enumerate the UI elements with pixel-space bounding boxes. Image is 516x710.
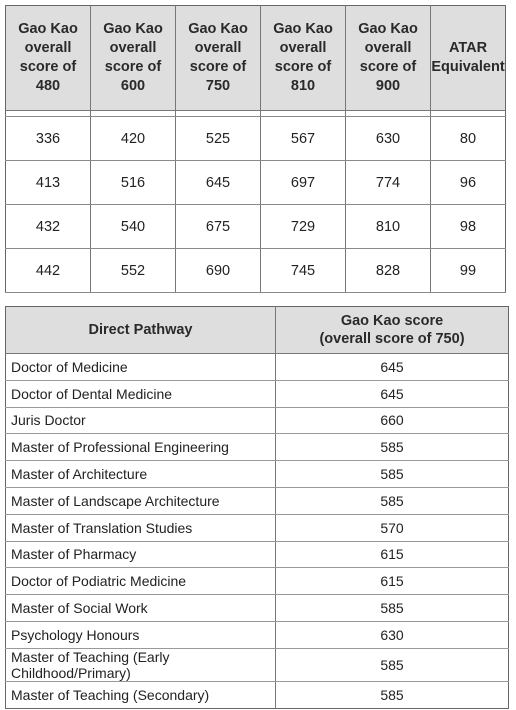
program-name: Master of Teaching (Secondary) bbox=[6, 681, 276, 708]
table-cell: 80 bbox=[431, 117, 506, 161]
program-name: Master of Architecture bbox=[6, 461, 276, 488]
direct-pathway-table bbox=[5, 306, 509, 709]
program-score: 615 bbox=[276, 541, 509, 568]
table-cell: 516 bbox=[91, 161, 176, 205]
program-score: 615 bbox=[276, 568, 509, 595]
table-row bbox=[6, 595, 509, 622]
table-cell: 96 bbox=[431, 161, 506, 205]
program-name: Master of Teaching (Early Childhood/Primary) bbox=[6, 648, 276, 681]
table-cell: 645 bbox=[176, 161, 261, 205]
table-row bbox=[6, 434, 509, 461]
table-row bbox=[6, 354, 509, 381]
program-name: Doctor of Dental Medicine bbox=[6, 380, 276, 407]
program-name: Juris Doctor bbox=[6, 407, 276, 434]
score-table-header-row bbox=[6, 6, 506, 111]
table-cell: 99 bbox=[431, 249, 506, 293]
program-score: 660 bbox=[276, 407, 509, 434]
table-row bbox=[6, 514, 509, 541]
program-score: 585 bbox=[276, 434, 509, 461]
table-row bbox=[6, 161, 506, 205]
header-score-600: Gao Kao overall score of 600 bbox=[91, 6, 176, 111]
pathway-table-header-row bbox=[6, 307, 509, 354]
program-score: 630 bbox=[276, 621, 509, 648]
table-cell: 828 bbox=[346, 249, 431, 293]
program-score: 645 bbox=[276, 354, 509, 381]
program-score: 585 bbox=[276, 648, 509, 681]
score-equivalence-table bbox=[5, 5, 506, 293]
table-cell: 675 bbox=[176, 205, 261, 249]
program-name: Master of Social Work bbox=[6, 595, 276, 622]
header-score-750: Gao Kao overall score of 750 bbox=[176, 6, 261, 111]
program-score: 585 bbox=[276, 595, 509, 622]
table-row bbox=[6, 681, 509, 708]
table-cell: 729 bbox=[261, 205, 346, 249]
table-row bbox=[6, 541, 509, 568]
table-row bbox=[6, 380, 509, 407]
table-cell: 336 bbox=[6, 117, 91, 161]
table-cell: 98 bbox=[431, 205, 506, 249]
table-row bbox=[6, 461, 509, 488]
table-row bbox=[6, 117, 506, 161]
table-cell: 810 bbox=[346, 205, 431, 249]
table-cell: 525 bbox=[176, 117, 261, 161]
header-gao-kao-score: Gao Kao score (overall score of 750) bbox=[276, 307, 509, 354]
program-name: Psychology Honours bbox=[6, 621, 276, 648]
program-name: Doctor of Medicine bbox=[6, 354, 276, 381]
table-row bbox=[6, 568, 509, 595]
table-row bbox=[6, 205, 506, 249]
program-name: Master of Landscape Architecture bbox=[6, 487, 276, 514]
table-cell: 420 bbox=[91, 117, 176, 161]
table-cell: 413 bbox=[6, 161, 91, 205]
header-atar-equivalent: ATAR Equivalent bbox=[431, 6, 506, 111]
program-name: Master of Translation Studies bbox=[6, 514, 276, 541]
program-name: Master of Pharmacy bbox=[6, 541, 276, 568]
program-score: 585 bbox=[380, 686, 404, 703]
table-row bbox=[6, 621, 509, 648]
program-score: 645 bbox=[276, 380, 509, 407]
table-cell: 630 bbox=[346, 117, 431, 161]
program-score: 585 bbox=[276, 461, 509, 488]
program-score: 585 bbox=[276, 487, 509, 514]
table-cell: 567 bbox=[261, 117, 346, 161]
header-direct-pathway: Direct Pathway bbox=[6, 307, 276, 354]
program-name: Master of Professional Engineering bbox=[6, 434, 276, 461]
program-name: Doctor of Podiatric Medicine bbox=[6, 568, 276, 595]
table-cell: 690 bbox=[176, 249, 261, 293]
table-cell: 697 bbox=[261, 161, 346, 205]
table-cell: 774 bbox=[346, 161, 431, 205]
program-score: 570 bbox=[276, 514, 509, 541]
header-score-480: Gao Kao overall score of 480 bbox=[6, 6, 91, 111]
table-cell: 552 bbox=[91, 249, 176, 293]
table-cell: 540 bbox=[91, 205, 176, 249]
table-row bbox=[6, 249, 506, 293]
table-cell: 432 bbox=[6, 205, 91, 249]
table-cell: 442 bbox=[6, 249, 91, 293]
header-score-900: Gao Kao overall score of 900 bbox=[346, 6, 431, 111]
header-score-810: Gao Kao overall score of 810 bbox=[261, 6, 346, 111]
table-row bbox=[6, 487, 509, 514]
table-row bbox=[6, 407, 509, 434]
table-cell: 745 bbox=[261, 249, 346, 293]
table-row bbox=[6, 648, 509, 681]
